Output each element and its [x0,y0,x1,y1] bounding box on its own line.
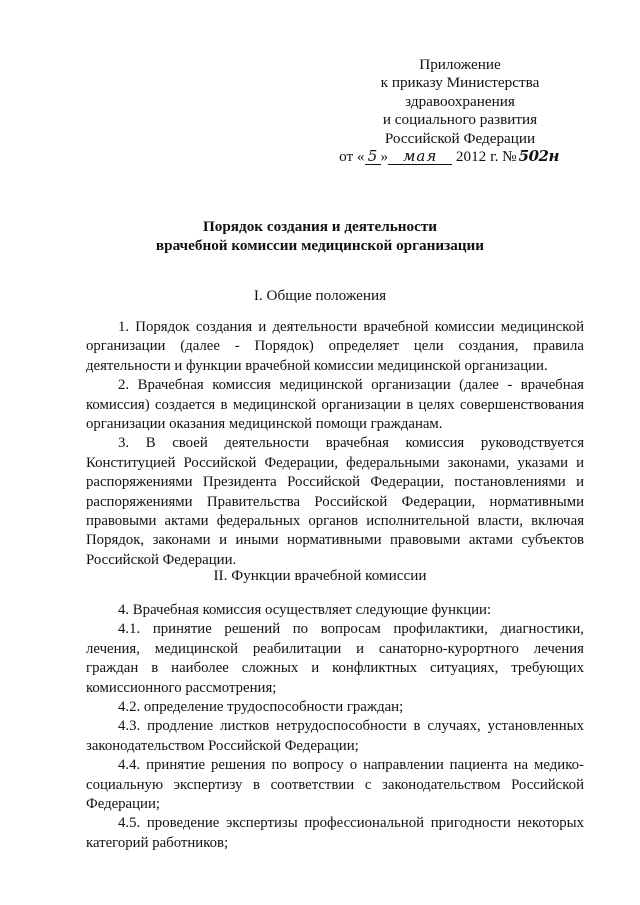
paragraph-1: 1. Порядок создания и деятельности врачебной комиссии медицинской организации (далее - Порядок) определяет цели создания, правила деятельности и функции врачебной комиссии медицинской организации. [86,319,584,374]
paragraph-2: 2. Врачебная комиссия медицинской организации (далее - врачебная комиссия) создается в медицинской организации в целях совершенствования организации оказания медицинской помощи гражданам. [86,377,584,433]
paragraph-3: 3. В своей деятельности врачебная комиссия руководствуется Конституцией Российской Федерации, федеральными законами, указами и распоряжениями Президента Российской Федерации, постановлениями и распоряжениями Правительства Российской Федерации, нормативными правовыми актами федеральных органов исполнительной власти, включая Порядок, законами и иными нормативными правовыми актами субъектов Российской Федерации. [86,435,584,568]
date-year: 2012 г. № [452,148,517,166]
title-line-2: врачебной комиссии медицинской организации [155,237,485,254]
section-2-body [86,601,584,853]
section-1-heading: I. Общие положения [253,287,387,304]
paragraph-4: 4. Врачебная комиссия осуществляет следующие функции: [118,602,492,618]
paragraph-4-2: 4.2. определение трудоспособности граждан; [118,699,404,716]
handwritten-order-number: 502н [518,147,559,166]
handwritten-month: мая [388,149,452,165]
appendix-ministry-line1: здравоохранения [405,92,515,110]
handwritten-day: 5 [365,149,381,165]
appendix-title: Приложение [419,56,501,73]
appendix-order-ref: к приказу Министерства [380,74,540,92]
document-title [0,217,640,255]
title-line-1: Порядок создания и деятельности [202,218,438,235]
appendix-ministry-line2: и социального развития [382,111,538,129]
paragraph-4-5: 4.5. проведение экспертизы профессиональной пригодности некоторых категорий работников; [86,815,584,851]
section-1-body [86,318,584,570]
paragraph-4-3: 4.3. продление листков нетрудоспособности в случаях, установленных законодательством Российской Федерации; [86,718,584,754]
paragraph-4-4: 4.4. принятие решения по вопросу о направлении пациента на медико-социальную экспертизу в соответствии с законодательством Российской Федерации; [86,757,584,813]
date-prefix: от « [339,148,365,166]
date-mid: » [380,148,389,166]
appendix-header [340,56,580,166]
order-date-line [330,148,570,166]
section-2-heading: II. Функции врачебной комиссии [213,567,427,584]
paragraph-4-1: 4.1. принятие решений по вопросам профилактики, диагностики, лечения, медицинской реабилитации и санаторно-курортного лечения граждан в наиболее сложных и конфликтных ситуациях, требующих комиссионного рассмотрения; [86,621,584,696]
appendix-country: Российской Федерации [384,129,536,147]
